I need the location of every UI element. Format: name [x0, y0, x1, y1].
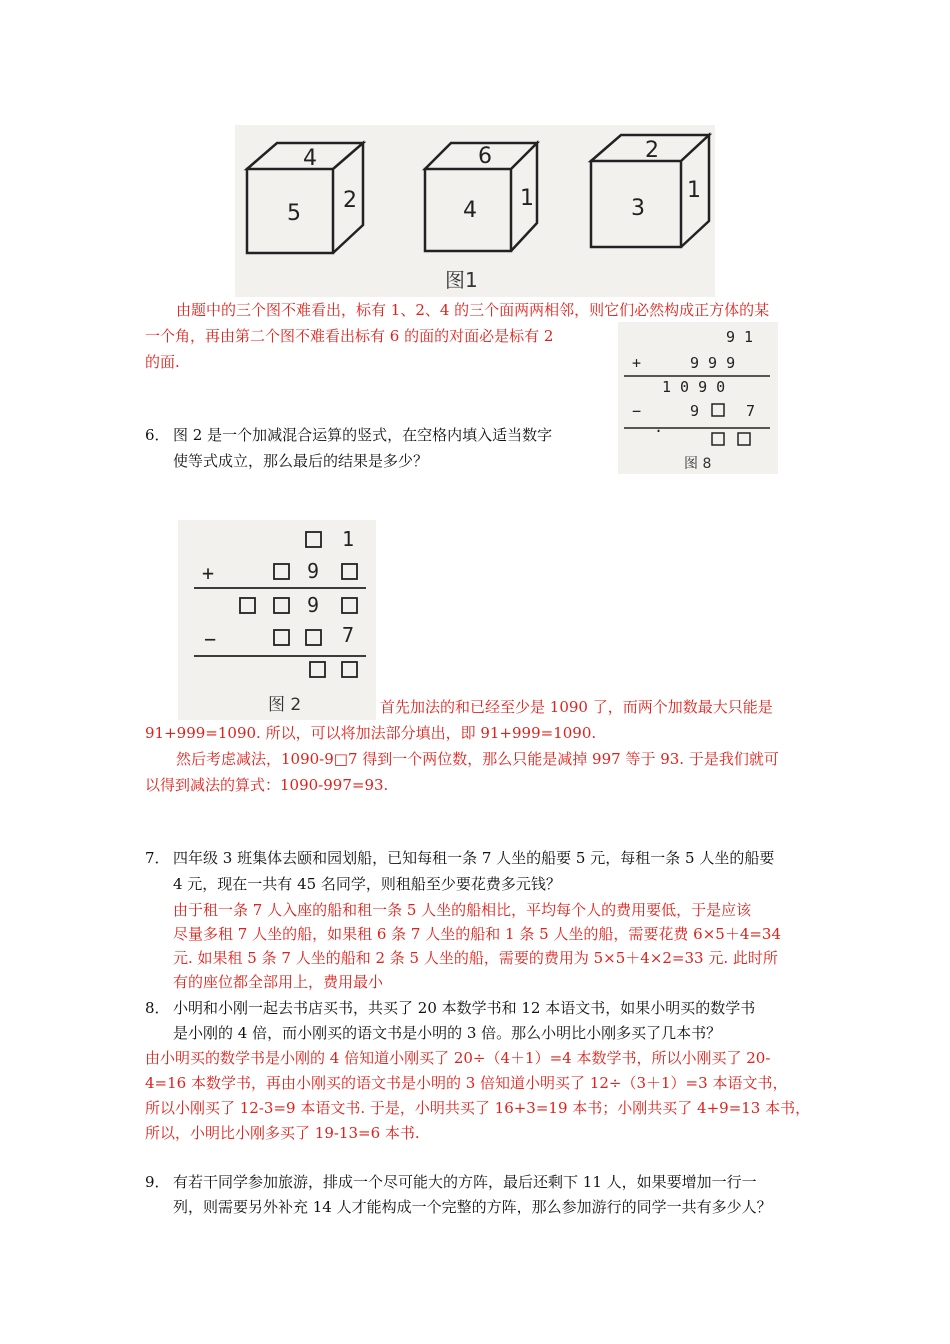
fig2-nine-2: 9	[307, 593, 320, 617]
solution5-line3: 的面.	[145, 353, 180, 371]
solution6-line2: 91+999=1090. 所以，可以将加法部分填出，即 91+999=1090.	[145, 724, 597, 742]
solution8-line2: 4=16 本数学书，再由小刚买的语文书是小明的 3 倍知道小明买了 12÷（3＋1）=3 本语文书，	[145, 1074, 788, 1092]
cube1-side-label: 2	[343, 188, 357, 213]
fig2-box-r2b	[342, 564, 357, 579]
fig2-box-r3b	[274, 598, 289, 613]
cube2-front-label: 4	[463, 198, 477, 223]
solution7-line1: 由于租一条 7 人入座的船和租一条 5 人坐的船相比，平均每个人的费用要低，于是应该	[173, 901, 752, 919]
solution6-line3: 然后考虑减法，1090-9□7 得到一个两位数，那么只能是减掉 997 等于 93. 于是我们就可	[176, 750, 779, 768]
q9-number: 9．	[145, 1173, 170, 1191]
cube3-side-label: 1	[687, 178, 701, 203]
fig2-box-r3c	[342, 598, 357, 613]
figure-8-arithmetic	[618, 322, 778, 474]
solution6-line1: 首先加法的和已经至少是 1090 了，而两个加数最大只能是	[380, 698, 773, 716]
solution8-line1: 由小明买的数学书是小刚的 4 倍知道小刚买了 20÷（4＋1）=4 本数学书，所以小刚买了 20-	[145, 1049, 771, 1067]
fig8-row3: 1 0 9 0	[662, 378, 726, 396]
fig2-box-r4b	[306, 630, 321, 645]
q7-number: 7．	[145, 849, 170, 867]
q8-line1: 小明和小刚一起去书店买书，共买了 20 本数学书和 12 本语文书，如果小明买的数学书	[173, 999, 756, 1017]
fig8-row1: 9 1	[726, 328, 754, 346]
solution8-line3: 所以小刚买了 12-3=9 本语文书. 于是，小明共买了 16+3=19 本书；小刚共买了 4+9=13 本书，	[145, 1099, 811, 1117]
solution7-line4: 有的座位都全部用上，费用最小	[173, 973, 384, 991]
cubes-drawing	[235, 125, 715, 297]
q6-line2: 使等式成立，那么最后的结果是多少？	[173, 452, 429, 470]
q8-line2: 是小刚的 4 倍，而小刚买的语文书是小明的 3 倍。那么小明比小刚多买了几本书？	[173, 1024, 722, 1042]
fig8-row4-nine: 9	[690, 402, 700, 420]
fig2-box-r3a	[240, 598, 255, 613]
solution8-line4: 所以，小明比小刚多买了 19-13=6 本书.	[145, 1124, 420, 1142]
fig8-dot: ·	[654, 422, 664, 440]
fig8-box-3	[738, 433, 750, 445]
fig2-box-r4a	[274, 630, 289, 645]
fig2-nine-1: 9	[307, 559, 320, 583]
cube3-front-label: 3	[631, 196, 645, 221]
figure-2-drawing	[178, 520, 376, 720]
q8-number: 8．	[145, 999, 170, 1017]
figure-2-arithmetic	[178, 520, 376, 720]
fig8-row4-seven: 7	[746, 402, 756, 420]
q9-line2: 列，则需要另外补充 14 人才能构成一个完整的方阵，那么参加游行的同学一共有多少人？	[173, 1198, 772, 1216]
q6-number: 6．	[145, 426, 170, 444]
cube1-front-label: 5	[287, 201, 301, 226]
cube3-top-label: 2	[645, 138, 659, 163]
figure-8-caption: 图 8	[684, 456, 712, 472]
solution6-line4: 以得到减法的算式：1090-997=93.	[145, 776, 389, 794]
cube2-top-label: 6	[478, 144, 492, 169]
fig2-one: 1	[342, 527, 355, 551]
fig2-plus: +	[202, 561, 215, 585]
fig8-box-1	[712, 404, 724, 416]
figure-2-caption: 图 2	[268, 695, 302, 715]
figure-1-caption: 图1	[445, 268, 478, 292]
cube1-top-label: 4	[303, 146, 317, 171]
figure-8-drawing	[618, 322, 778, 474]
q9-line1: 有若干同学参加旅游，排成一个尽可能大的方阵，最后还剩下 11 人，如果要增加一行一	[173, 1173, 757, 1191]
fig2-seven: 7	[342, 623, 355, 647]
q7-line1: 四年级 3 班集体去颐和园划船，已知每租一条 7 人坐的船要 5 元，每租一条 5 人坐的船要	[173, 849, 775, 867]
fig2-box-r5a	[310, 662, 325, 677]
fig8-minus: −	[632, 402, 642, 420]
solution5-line1: 由题中的三个图不难看出，标有 1、2、4 的三个面两两相邻，则它们必然构成正方体的某	[176, 301, 770, 319]
fig2-box-r2a	[274, 564, 289, 579]
solution5-line2: 一个角，再由第二个图不难看出标有 6 的面的对面必是标有 2	[145, 327, 554, 345]
fig8-plus: +	[632, 354, 642, 372]
fig2-box-r5b	[342, 662, 357, 677]
cube2-side-label: 1	[520, 186, 534, 211]
fig8-row2: 9 9 9	[690, 354, 736, 372]
fig2-minus: −	[204, 627, 217, 651]
fig2-box-r1	[306, 532, 321, 547]
figure-1-cubes	[235, 125, 715, 297]
fig8-box-2	[712, 433, 724, 445]
solution7-line3: 元. 如果租 5 条 7 人坐的船和 2 条 5 人坐的船，需要的费用为 5×5＋4×2=33 元. 此时所	[173, 949, 778, 967]
q7-line2: 4 元，现在一共有 45 名同学，则租船至少要花费多元钱？	[173, 875, 561, 893]
solution7-line2: 尽量多租 7 人坐的船，如果租 6 条 7 人坐的船和 1 条 5 人坐的船，需要花费 6×5＋4=34	[173, 925, 782, 943]
q6-line1: 图 2 是一个加减混合运算的竖式，在空格内填入适当数字	[173, 426, 553, 444]
